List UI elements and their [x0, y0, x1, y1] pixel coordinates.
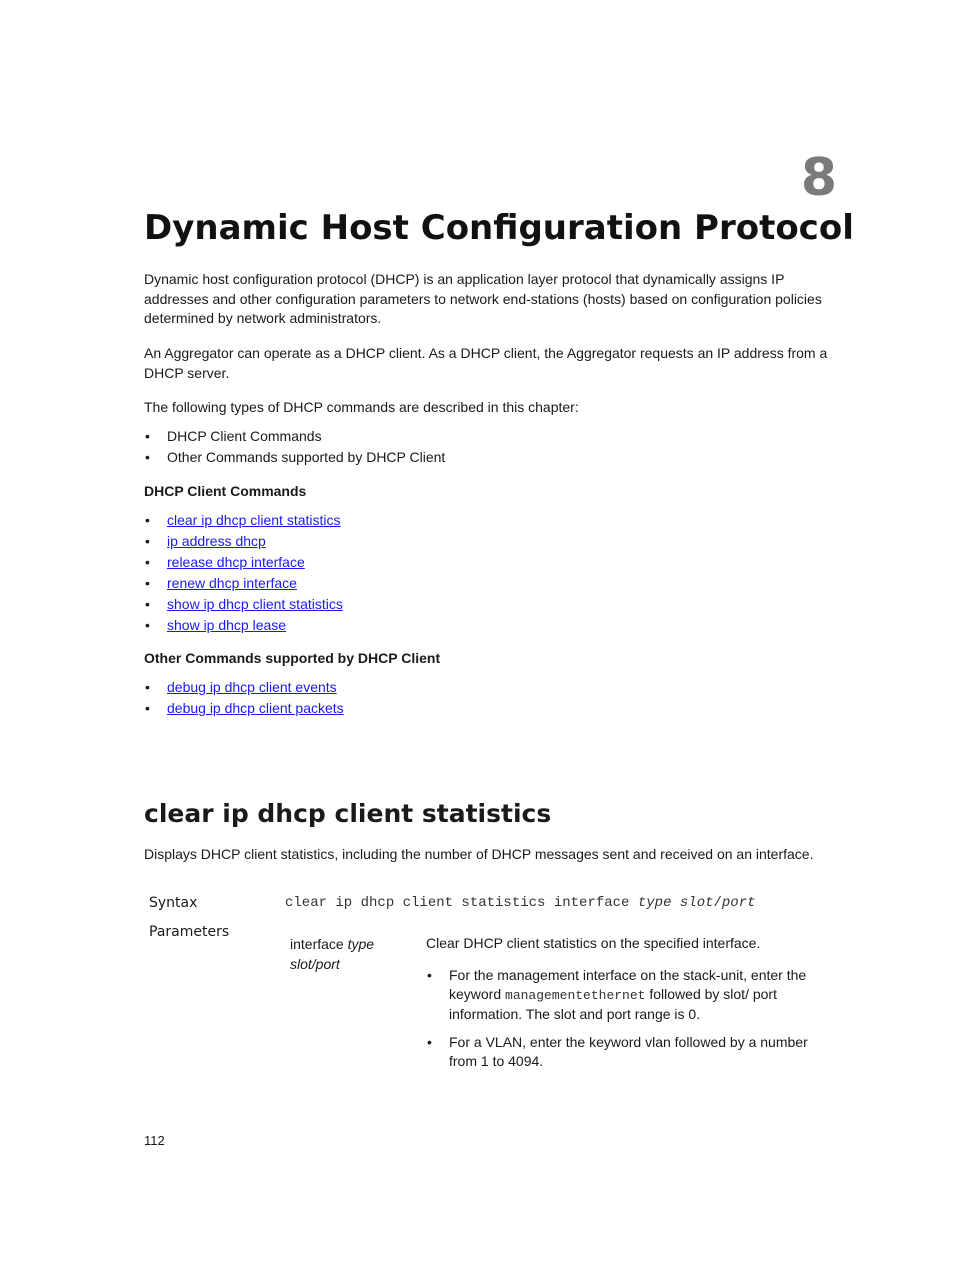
chapter-title: Dynamic Host Configuration Protocol [144, 208, 854, 248]
command-types-list [144, 426, 445, 468]
link-show-ip-dhcp-client-statistics[interactable]: show ip dhcp client statistics [167, 596, 343, 612]
bullet1-text-post: followed by slot/ port information. The slot and port range is 0. [449, 986, 777, 1022]
syntax-command-text: clear ip dhcp client statistics interface [285, 895, 630, 911]
param-name-interface: interface [290, 936, 344, 952]
keyword-managementethernet: managementethernet [505, 988, 646, 1003]
chapter-number: 8 [800, 148, 837, 208]
parameter-options-list [426, 966, 836, 1080]
page-number: 112 [144, 1133, 165, 1148]
link-release-dhcp-interface[interactable]: release dhcp interface [167, 554, 305, 570]
link-renew-dhcp-interface[interactable]: renew dhcp interface [167, 575, 297, 591]
list-item [144, 615, 343, 636]
list-item [144, 552, 343, 573]
param-name-slot-port: slot/port [290, 956, 340, 972]
list-item [144, 677, 344, 698]
intro-paragraph-1: Dynamic host configuration protocol (DHCP) is an application layer protocol that dynamically assigns IP addresses and other configuration parameters to network end-stations (hosts) based on configuration policies determined by network administrators. [144, 271, 822, 326]
client-commands-list [144, 510, 343, 636]
list-item: • DHCP Client Commands [144, 426, 445, 447]
syntax-command [285, 895, 756, 911]
intro-paragraph-3: The following types of DHCP commands are described in this chapter: [144, 399, 579, 415]
client-commands-heading: DHCP Client Commands [144, 483, 307, 499]
list-item [426, 966, 836, 1024]
section-description: Displays DHCP client statistics, including the number of DHCP messages sent and received on an interface. [144, 846, 814, 862]
parameter-description: Clear DHCP client statistics on the specified interface. [426, 935, 761, 951]
link-debug-ip-dhcp-client-packets[interactable]: debug ip dhcp client packets [167, 700, 344, 716]
syntax-label: Syntax [149, 895, 198, 911]
list-item [144, 594, 343, 615]
link-clear-ip-dhcp-client-statistics[interactable]: clear ip dhcp client statistics [167, 512, 341, 528]
other-commands-heading: Other Commands supported by DHCP Client [144, 650, 441, 666]
syntax-type: type [637, 895, 672, 911]
list-item: • Other Commands supported by DHCP Client [144, 447, 445, 468]
syntax-slot: slot [679, 895, 714, 911]
parameters-label: Parameters [149, 924, 230, 940]
list-item [144, 531, 343, 552]
list-item [144, 698, 344, 719]
list-item [144, 510, 343, 531]
other-commands-list [144, 677, 344, 719]
link-debug-ip-dhcp-client-events[interactable]: debug ip dhcp client events [167, 679, 337, 695]
parameter-name [290, 934, 410, 974]
syntax-separator: / [713, 895, 722, 911]
intro-paragraph-2: An Aggregator can operate as a DHCP client. As a DHCP client, the Aggregator requests an IP address from a DHCP server. [144, 345, 828, 381]
list-item [144, 573, 343, 594]
link-ip-address-dhcp[interactable]: ip address dhcp [167, 533, 266, 549]
bullet1-text-pre: For the management interface on the stack-unit, enter the keyword [449, 967, 807, 1002]
list-item: • For a VLAN, enter the keyword vlan followed by a number from 1 to 4094. [426, 1033, 836, 1071]
param-name-type: type [347, 936, 375, 952]
link-show-ip-dhcp-lease[interactable]: show ip dhcp lease [167, 617, 287, 633]
syntax-port: port [721, 895, 756, 911]
section-title: clear ip dhcp client statistics [144, 799, 552, 828]
